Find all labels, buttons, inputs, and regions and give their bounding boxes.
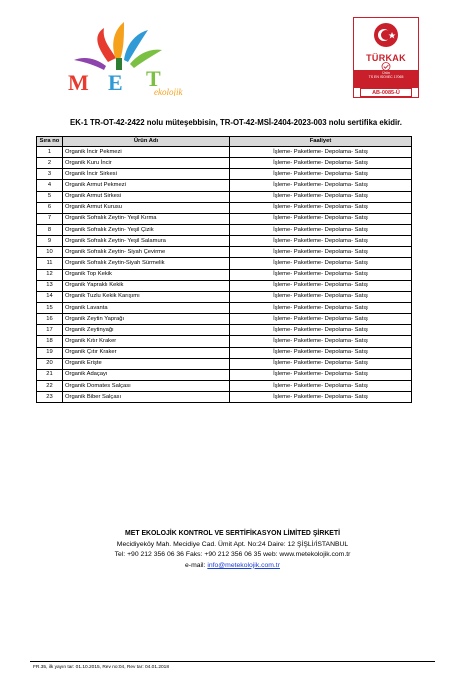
row-activity: İşleme- Paketleme- Depolama- Satış [230,202,412,213]
row-product-name: Organik Armut Sirkesi [63,191,230,202]
row-product-name: Organik İncir Pekmezi [63,147,230,158]
row-no: 1 [37,147,63,158]
turkak-line1: Ürün [382,71,390,75]
header-product-name: Ürün Adı [63,137,230,147]
row-no: 13 [37,280,63,291]
table-row [37,169,412,180]
row-no: 5 [37,191,63,202]
row-no: 11 [37,258,63,269]
table-row [37,147,412,158]
row-product-name: Organik Sofralık Zeytin- Siyah Çevirme [63,247,230,258]
table-row [37,258,412,269]
row-activity: İşleme- Paketleme- Depolama- Satış [230,380,412,391]
row-activity: İşleme- Paketleme- Depolama- Satış [230,269,412,280]
row-product-name: Organik Sofralık Zeytin- Yeşil Kırma [63,213,230,224]
header-no: Sıra no [37,137,63,147]
header-activity: Faaliyet [230,137,412,147]
table-row [37,325,412,336]
table-row [37,202,412,213]
row-product-name: Organik Zeytin Yaprağı [63,314,230,325]
row-product-name: Organik Çıtır Kraker [63,347,230,358]
row-no: 16 [37,314,63,325]
row-activity: İşleme- Paketleme- Depolama- Satış [230,258,412,269]
row-activity: İşleme- Paketleme- Depolama- Satış [230,169,412,180]
turkak-line2: TS EN ISO/IEC 17065 [368,75,404,79]
row-product-name: Organik Biber Salçası [63,392,230,403]
row-product-name: Organik Zeytinyağı [63,325,230,336]
table-row [37,347,412,358]
row-activity: İşleme- Paketleme- Depolama- Satış [230,369,412,380]
table-header-row [37,137,412,147]
table-row [37,180,412,191]
footer-contact [60,529,405,571]
row-no: 18 [37,336,63,347]
row-no: 19 [37,347,63,358]
row-product-name: Organik Top Kekik [63,269,230,280]
row-activity: İşleme- Paketleme- Depolama- Satış [230,392,412,403]
row-activity: İşleme- Paketleme- Depolama- Satış [230,213,412,224]
row-activity: İşleme- Paketleme- Depolama- Satış [230,247,412,258]
row-activity: İşleme- Paketleme- Depolama- Satış [230,158,412,169]
row-product-name: Organik Tuzlu Kekik Karışımı [63,291,230,302]
row-no: 9 [37,236,63,247]
row-product-name: Organik Lavanta [63,302,230,313]
row-no: 6 [37,202,63,213]
row-product-name: Organik Kuru İncir [63,158,230,169]
row-product-name: Organik Domates Salçası [63,380,230,391]
row-product-name: Organik Armut Kurusu [63,202,230,213]
turkak-standard-band [354,70,418,88]
email-label: e-mail: [185,561,208,569]
row-product-name: Organik Sofralık Zeytin- Yeşil Çizik [63,224,230,235]
company-name: MET EKOLOJİK KONTROL VE SERTİFİKASYON LİMİTED ŞİRKETİ [124,530,341,537]
logo-letter-t: T [146,66,161,91]
row-activity: İşleme- Paketleme- Depolama- Satış [230,302,412,313]
email-link[interactable]: info@metekolojik.com.tr [207,561,280,569]
row-activity: İşleme- Paketleme- Depolama- Satış [230,236,412,247]
turkak-brand: TÜRKAK [366,53,406,63]
row-no: 2 [37,158,63,169]
row-product-name: Organik Sofralık Zeytin- Yeşil Salamura [63,236,230,247]
row-no: 21 [37,369,63,380]
company-contact: Tel: +90 212 356 06 36 Faks: +90 212 356 06 35 web: www.metekolojik.com.tr [114,551,351,558]
row-no: 4 [37,180,63,191]
product-table [36,136,412,403]
table-row [37,236,412,247]
company-address: Mecidiyeköy Mah. Mecidiye Cad. Ümit Apt. No:24 Daire: 12 ŞİŞLİ/İSTANBUL [116,540,349,548]
row-no: 17 [37,325,63,336]
row-no: 23 [37,392,63,403]
footer-divider [30,661,435,662]
row-activity: İşleme- Paketleme- Depolama- Satış [230,280,412,291]
logo-letter-e: E [108,70,123,95]
table-row [37,302,412,313]
row-product-name: Organik Adaçayı [63,369,230,380]
table-body [37,147,412,403]
row-product-name: Organik Armut Pekmezi [63,180,230,191]
row-no: 10 [37,247,63,258]
row-no: 15 [37,302,63,313]
row-activity: İşleme- Paketleme- Depolama- Satış [230,191,412,202]
table-row [37,380,412,391]
row-product-name: Organik Sofralık Zeytin-Siyah Sürmelik [63,258,230,269]
row-no: 3 [37,169,63,180]
table-row [37,392,412,403]
logo-letter-m: M [68,70,89,95]
row-no: 20 [37,358,63,369]
table-row [37,247,412,258]
row-activity: İşleme- Paketleme- Depolama- Satış [230,336,412,347]
row-activity: İşleme- Paketleme- Depolama- Satış [230,147,412,158]
row-activity: İşleme- Paketleme- Depolama- Satış [230,314,412,325]
row-product-name: Organik Erişte [63,358,230,369]
met-ekolojik-logo [58,18,188,96]
table-row [37,314,412,325]
row-product-name: Organik İncir Sirkesi [63,169,230,180]
row-no: 14 [37,291,63,302]
annex-subtitle: EK-1 TR-OT-42-2422 nolu müteşebbisin, TR-OT-42-MSİ-2404-2023-003 nolu sertifika ekidir. [70,118,402,127]
table-row [37,291,412,302]
table-row [37,358,412,369]
row-no: 22 [37,380,63,391]
turkak-emblem-icon [354,18,418,53]
row-product-name: Organik Kıtır Kraker [63,336,230,347]
row-no: 7 [37,213,63,224]
form-reference: FR.35, ilk yayın tar: 01.10.2015, Rev no:04, Rev tar: 04.01.2018 [33,665,169,670]
table-row [37,191,412,202]
row-no: 12 [37,269,63,280]
row-activity: İşleme- Paketleme- Depolama- Satış [230,291,412,302]
table-row [37,369,412,380]
row-no: 8 [37,224,63,235]
company-email-line [60,561,405,572]
turkak-accreditation-badge [353,17,419,98]
row-product-name: Organik Yapraklı Kekik [63,280,230,291]
row-activity: İşleme- Paketleme- Depolama- Satış [230,224,412,235]
table-row [37,336,412,347]
row-activity: İşleme- Paketleme- Depolama- Satış [230,325,412,336]
row-activity: İşleme- Paketleme- Depolama- Satış [230,180,412,191]
table-row [37,158,412,169]
row-activity: İşleme- Paketleme- Depolama- Satış [230,347,412,358]
table-row [37,280,412,291]
row-activity: İşleme- Paketleme- Depolama- Satış [230,358,412,369]
table-row [37,269,412,280]
table-row [37,213,412,224]
turkak-code: AB-0085-Ü [360,88,412,97]
table-row [37,224,412,235]
logo-tagline: ekolojik [154,87,183,96]
